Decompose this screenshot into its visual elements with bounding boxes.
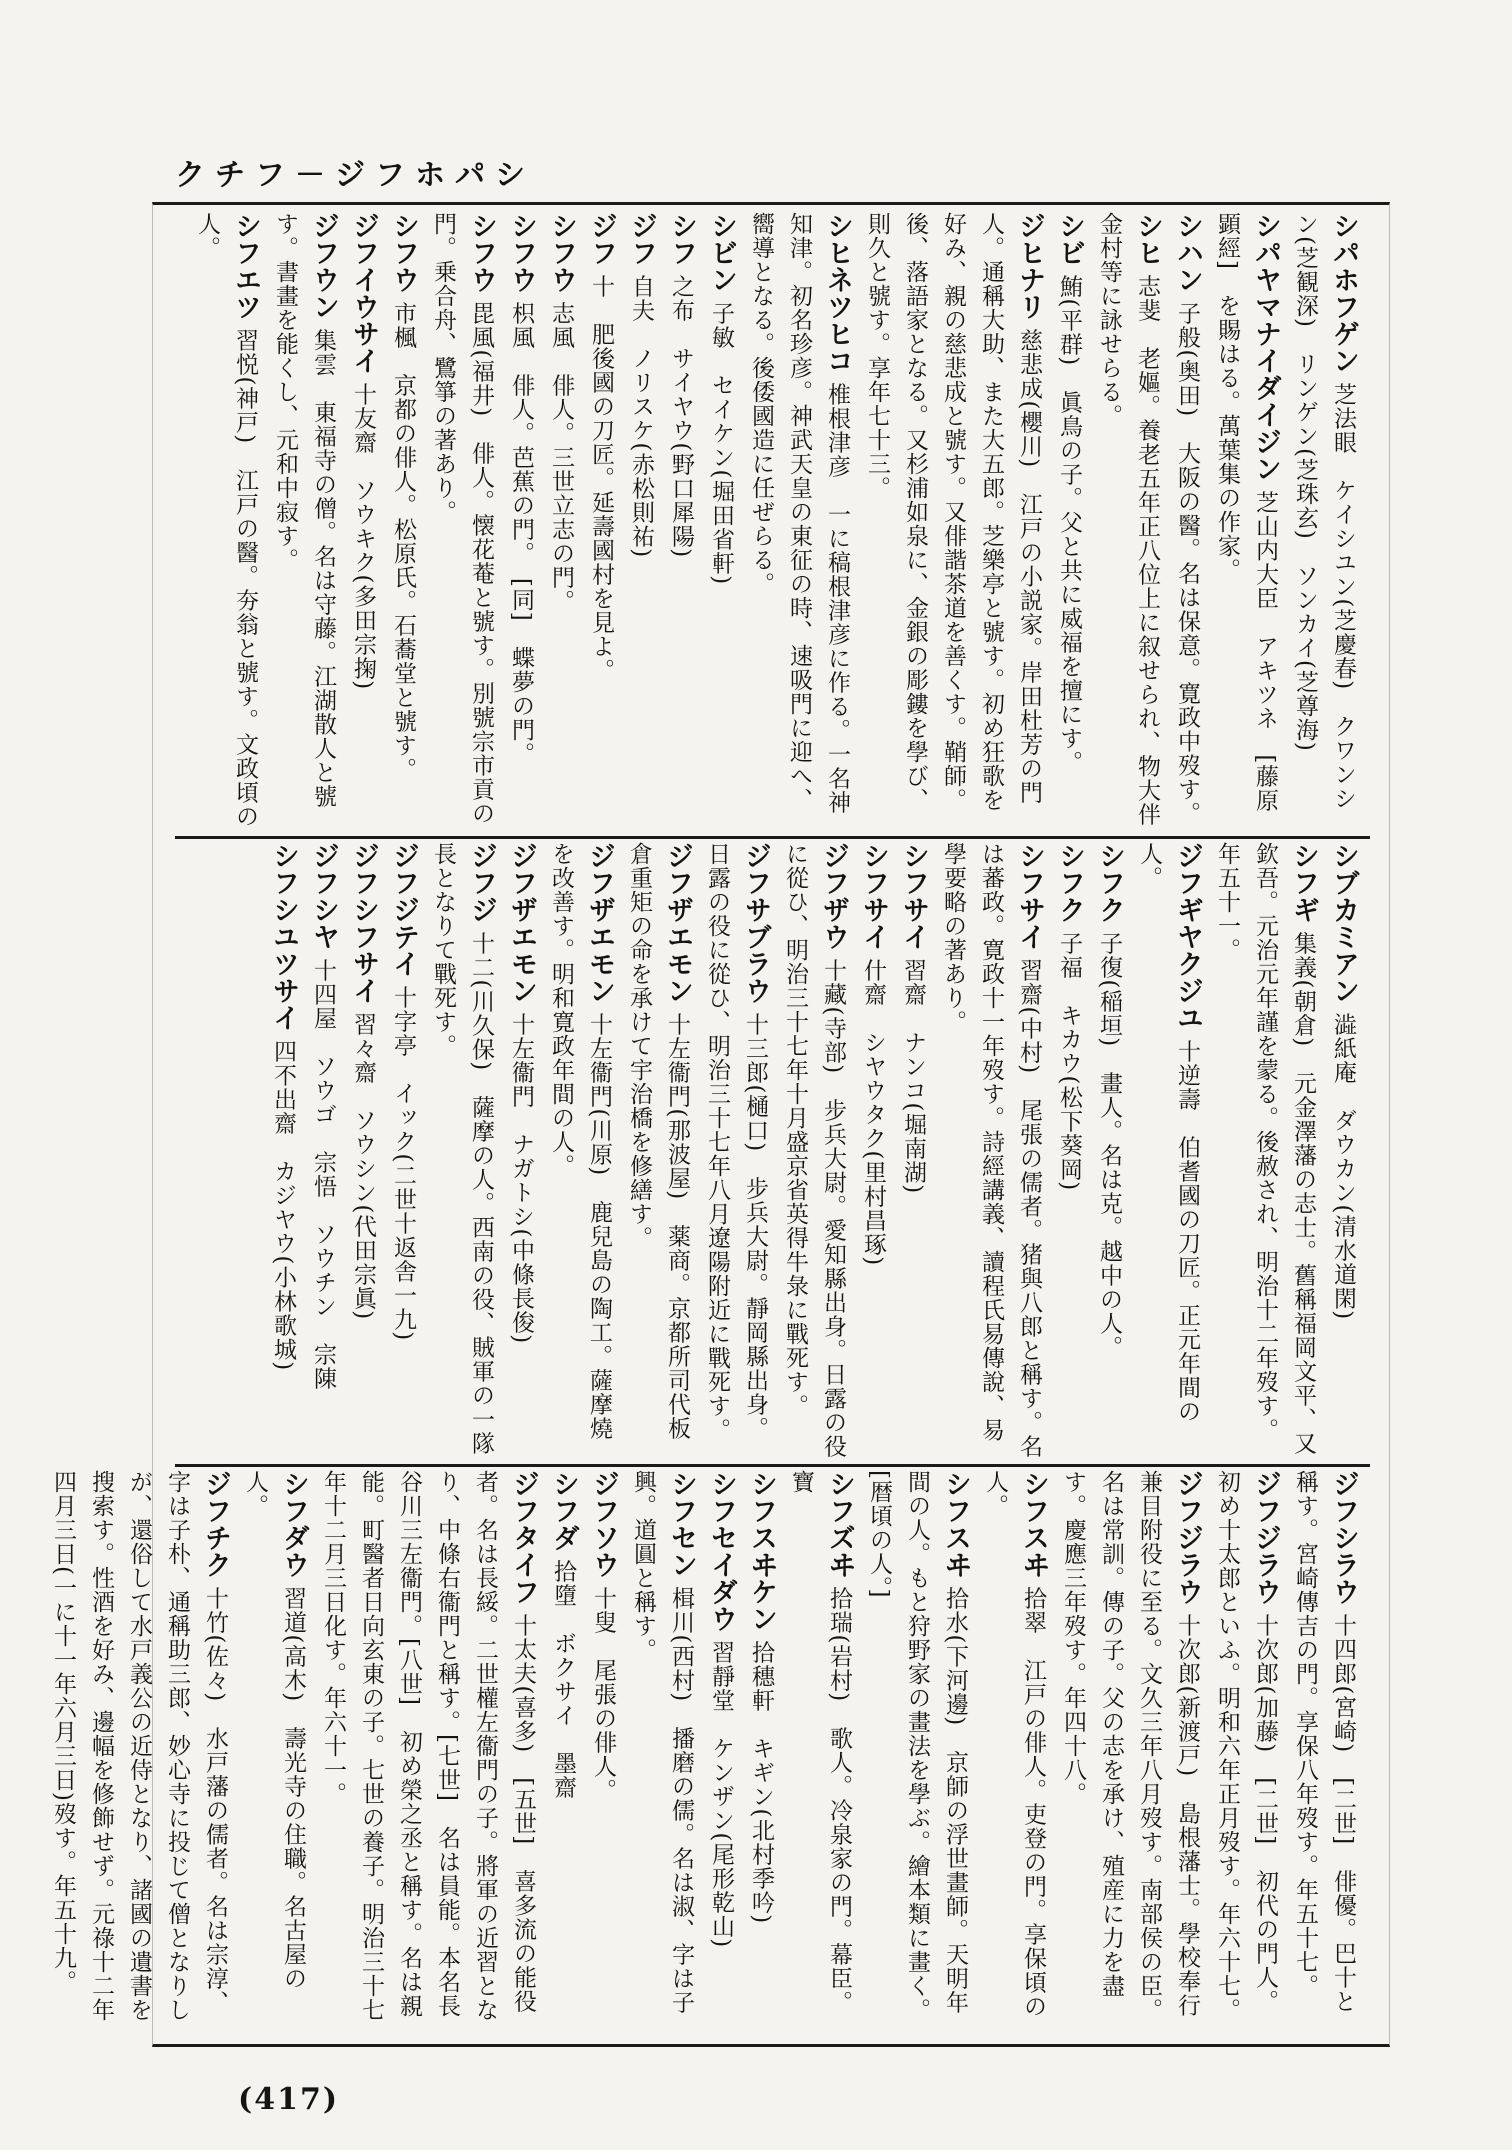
entry-text: 十三郎(樋口) 步兵大尉。靜岡縣出身。日露の役に從ひ、明治三十七年八月遼陽附近に戰死す。 [704, 842, 768, 1442]
dictionary-entry [1090, 842, 1128, 1462]
entry-text: 毘風(福井) 俳人。懐花菴と號す。別號宗市貢の門。乗合舟、鷺箏の著あり。 [430, 212, 494, 826]
entry-text: 十四屋 ソウゴ 宗悟 ソウチン 宗陳 [310, 958, 336, 1391]
entry-headword: シフウ [506, 212, 537, 293]
entry-headword: シフスヰ [1018, 1470, 1049, 1578]
section-bottom [50, 1470, 1370, 2035]
section-divider [175, 836, 1370, 839]
entry-text: 子敏 セイケン(堀田省軒) [708, 301, 734, 586]
entry-headword: ジフジテイ [388, 842, 419, 977]
dictionary-entry [860, 1470, 974, 2035]
entry-headword: シヒネツヒコ [822, 212, 853, 374]
dictionary-entry [44, 1470, 234, 2035]
entry-headword: シフスヰ [940, 1470, 971, 1578]
dictionary-entry [1168, 212, 1206, 834]
dictionary-entry [1050, 842, 1088, 1462]
entry-headword: シフク [1054, 842, 1085, 923]
section-divider [175, 1464, 1370, 1467]
entry-headword: ジフジラウ [1250, 1470, 1281, 1605]
entry-headword: シフダウ [278, 1470, 309, 1578]
entry-text: 十 肥後國の刀匠。延壽國村を見よ。 [588, 274, 614, 683]
entry-headword: ジフシラウ [1328, 1470, 1359, 1605]
dictionary-entry [742, 212, 856, 834]
entry-text: 習齋 ナンコ(堀南湖) [900, 958, 926, 1195]
entry-text: 十叟 尾張の俳人。 [590, 1586, 616, 1803]
dictionary-entry [702, 1470, 740, 2035]
entry-text: 志風 俳人。三世立志の門。 [548, 301, 574, 614]
entry-text: 鮪(平群) 眞鳥の子。父と共に威福を擅にす。 [1056, 274, 1082, 775]
dictionary-entry [1324, 842, 1362, 1462]
entry-text: 什齋 シヤウタク(里村昌琢) [860, 958, 886, 1267]
entry-text: 十太夫(喜多) [五世] 喜多流の能役者。名は長綏。二世權左衞門の子。將軍の近習となり、中條右衞門と稱す。[七世] 名は員能。本名長谷川三左衞門。[八世] 初め榮之丞と稱す。名は親能。町醫者日向玄東の子。七世の養子。明治三十七年十二月三日化す。年六十一。 [320, 1470, 536, 2022]
dictionary-entry [314, 1470, 542, 2035]
entry-headword: シフエツ [230, 212, 261, 320]
entry-text: 椎根津彦 一に稿根津彦に作る。一名神知津。初名珍彦。神武天皇の東征の時、速吸門に迎へ、嚮導となる。後倭國造に任ぜらる。 [748, 212, 850, 815]
entry-headword: シフウ [388, 212, 419, 293]
entry-headword: シフサイ [858, 842, 889, 950]
dictionary-entry [188, 212, 264, 834]
entry-text: 子般(奥田) 大阪の醫。名は保意。寛政中歿す。 [1174, 301, 1200, 826]
entry-headword: ジフ [626, 212, 657, 266]
entry-text: 習齋(中村) 尾張の儒者。猪與八郎と稱す。名は蕃政。寛政十一年歿す。詩經講義、讀程氏易傳說、易學要略の著あり。 [940, 842, 1042, 1459]
entry-text: 自夫 ノリスケ(赤松則祐) [628, 274, 654, 559]
entry-text: 芝山内大臣 アキツネ [藤原顕經] を賜はる。萬葉集の作家。 [1214, 212, 1278, 813]
dictionary-entry [266, 212, 342, 834]
entry-text: 十左衞門(川原) 鹿兒島の陶工。薩摩燒を改善す。明和寛政年間の人。 [548, 842, 612, 1441]
entry-text: 十次郎(加藤) [二世] 初代の門人。初め十太郎といふ。明和六年正月歿す。年六十七。 [1214, 1470, 1278, 2022]
entry-headword: シフウ [466, 212, 497, 293]
entry-text: 習悦(神戸) 江戸の醫。夯翁と號す。文政頃の人。 [194, 212, 258, 829]
dictionary-entry [544, 1470, 582, 2035]
entry-headword: ジヒナリ [1014, 212, 1045, 320]
dictionary-entry [854, 842, 892, 1462]
entry-headword: ジフウン [308, 212, 339, 320]
entry-headword: ジフザエモン [584, 842, 615, 1004]
entry-headword: シフサイ [1014, 842, 1045, 950]
dictionary-entry [584, 1470, 622, 2035]
entry-text: 拾水(下河邊) 京師の浮世畫師。天明年間の人。もと狩野家の畫法を學ぶ。繪本類に畫く。[暦頃の人。] [866, 1470, 968, 2022]
entry-text: 市楓 京都の俳人。松原氏。石蕎堂と號す。 [390, 301, 416, 782]
dictionary-entry [1090, 212, 1166, 834]
dictionary-entry [1054, 1470, 1206, 2035]
dictionary-entry [934, 842, 1048, 1462]
dictionary-entry [424, 842, 500, 1462]
dictionary-entry [782, 1470, 858, 2035]
entry-text: 習々齋 ソウシン(代田宗眞) [350, 1012, 376, 1321]
dictionary-entry [698, 842, 774, 1462]
entry-headword: ジフイウサイ [348, 212, 379, 374]
entry-headword: シフク [1094, 842, 1125, 923]
entry-headword: シフシユツサイ [268, 842, 299, 1031]
entry-text: 集義(朝倉) 元金澤藩の志士。舊稱福岡文平、又欽吾。元治元年謹を蒙る。後赦され、明治十二年歿す。年五十一。 [1214, 842, 1316, 1456]
entry-text: 集雲 東福寺の僧。名は守藤。江湖散人と號す。書畫を能くし、元和中寂す。 [272, 212, 336, 809]
entry-text: 十友齋 ソウキク(多田宗掬) [350, 382, 376, 691]
entry-headword: シフズヰ [824, 1470, 855, 1578]
entry-text: 十二(川久保) 薩摩の人。西南の役、賊軍の一隊長となりて戰死す。 [430, 842, 494, 1456]
page-number: (417) [238, 2082, 340, 2117]
dictionary-entry [424, 212, 500, 834]
dictionary-entry [742, 1470, 780, 2035]
entry-headword: ジフジ [466, 842, 497, 923]
entry-headword: シフサイ [898, 842, 929, 950]
dictionary-entry [622, 212, 660, 834]
entry-headword: ジフギヤクジユ [1172, 842, 1203, 1031]
dictionary-entry [976, 1470, 1052, 2035]
dictionary-entry [384, 212, 422, 834]
entry-text: 子福 キカウ(松下葵岡) [1056, 931, 1082, 1192]
entry-text: 四不出齋 カジヤウ(小林歌城) [270, 1039, 296, 1372]
entry-headword: ジフチク [200, 1470, 231, 1578]
dictionary-entry [542, 212, 580, 834]
entry-text: 拾墮 ボクサイ 墨齋 [550, 1559, 576, 1800]
entry-text: 十逆壽 伯耆國の刀匠。正元年間の人。 [1136, 842, 1200, 1424]
dictionary-entry [542, 842, 618, 1462]
dictionary-entry [344, 842, 382, 1462]
entry-headword: シブカミアン [1328, 842, 1359, 1004]
dictionary-entry [502, 842, 540, 1462]
section-middle [175, 842, 1370, 1462]
entry-text: 十左衞門 ナガトシ(中條長俊) [508, 1012, 534, 1345]
dictionary-entry [236, 1470, 312, 2035]
dictionary-entry [384, 842, 422, 1462]
entry-text: 楫川(西村) 播磨の儒。名は淑、字は子興。道圓と稱す。 [630, 1470, 694, 2015]
entry-headword: シフセン [666, 1470, 697, 1578]
dictionary-entry [1130, 842, 1206, 1462]
dictionary-entry [502, 212, 540, 834]
dictionary-entry [1286, 1470, 1362, 2035]
entry-text: 之布 サイヤウ(野口犀陽) [668, 274, 694, 559]
entry-headword: シビ [1054, 212, 1085, 266]
entry-headword: シフダ [548, 1470, 579, 1551]
entry-headword: シフ [666, 212, 697, 266]
entry-text: 習靜堂 ケンザン(尾形乾山) [708, 1640, 734, 1949]
entry-text: 十左衞門(那波屋) 薬商。京都所司代板倉重矩の命を承けて宇治橋を修繕す。 [626, 842, 690, 1441]
dictionary-entry [1208, 212, 1284, 834]
dictionary-entry [624, 1470, 700, 2035]
dictionary-entry [1286, 212, 1362, 834]
entry-headword: ジフザエモン [506, 842, 537, 1004]
dictionary-entry [344, 212, 382, 834]
entry-text: 澁紙庵 ダウカン(清水道閑) [1330, 1012, 1356, 1321]
entry-headword: ジフソウ [588, 1470, 619, 1578]
dictionary-entry [894, 842, 932, 1462]
entry-text: 十字亭 イック(二世十返舎一九) [390, 985, 416, 1342]
entry-headword: シフギ [1288, 842, 1319, 923]
dictionary-entry [662, 212, 700, 834]
dictionary-entry [620, 842, 696, 1462]
entry-headword: ジフザウ [818, 842, 849, 950]
dictionary-entry [582, 212, 620, 834]
entry-headword: ジフタイフ [508, 1470, 539, 1605]
entry-text: 十次郎(新渡戸) 島根藩士。學校奉行兼目附役に至る。文久三年八月歿す。南部侯の臣。名は常訓。傳の子。父の志を承け、殖産に力を盡す。慶應三年歿す。年四十八。 [1060, 1470, 1200, 2022]
dictionary-entry [1050, 212, 1088, 834]
entry-headword: シフスヰケン [746, 1470, 777, 1632]
entry-text: 芝法眼 ケイシユン(芝慶春) クワンシン(芝観深) リンゲン(芝珠玄) ソンカイ(芝尊海) [1292, 212, 1356, 811]
entry-headword: ジフザエモン [662, 842, 693, 1004]
entry-headword: シビン [706, 212, 737, 293]
entry-headword: シフウ [546, 212, 577, 293]
entry-text: 拾翠 江戸の俳人。吏登の門。享保頃の人。 [982, 1470, 1046, 2019]
entry-text: 拾穗軒 キギン(北村季吟) [748, 1640, 774, 1925]
entry-headword: シパヤマナイダイジン [1250, 212, 1281, 482]
entry-headword: シハン [1172, 212, 1203, 293]
dictionary-entry [1208, 842, 1322, 1462]
entry-text: 子復(稲垣) 畫人。名は克。越中の人。 [1096, 931, 1122, 1360]
entry-text: 十四郎(宮崎) [二世] 俳優。巴十と稱す。宮崎傳吉の門。享保八年歿す。年五十七。 [1292, 1470, 1356, 2014]
entry-headword: シフセイダウ [706, 1470, 737, 1632]
entry-text: 十藏(寺部) 步兵大尉。愛知縣出身。日露の役に從ひ、明治三十七年十月盛京省英得牛彔に戰死す。 [782, 842, 846, 1459]
entry-text: 志斐 老嫗。養老五年正八位上に叙せられ、物大伴金村等に詠せらる。 [1096, 212, 1160, 827]
dictionary-entry [1208, 1470, 1284, 2035]
section-top [175, 212, 1370, 834]
entry-text: 十竹(佐々) 水戸藩の儒者。名は宗淳、字は子朴、通稱助三郎、妙心寺に投じて僧となりしが、還俗して水戸義公の近侍となり、諸國の遺書を搜索す。性酒を好み、邊幅を修飾せず。元祿十二年四月三日(一に十一年六月三日)歿す。年五十九。 [50, 1470, 228, 2022]
dictionary-entry [858, 212, 1048, 834]
entry-text: 慈悲成(櫻川) 江戸の小説家。岸田杜芳の門人。通稱大助、また大五郎。芝樂亭と號す。初め狂歌を好み、親の慈悲成と號す。又俳諧茶道を善くす。鞘師。後、落語家となる。又杉浦如泉に、金銀の彫鏤を學び、則久と號す。享年七十三。 [864, 212, 1042, 812]
entry-text: 拾瑞(岩村) 歌人。冷泉家の門。幕臣。寶 [788, 1470, 852, 2015]
entry-text: 習道(高木) 壽光寺の住職。名古屋の人。 [242, 1470, 306, 1991]
dictionary-entry [776, 842, 852, 1462]
entry-headword: シヒ [1132, 212, 1163, 266]
dictionary-entry [264, 842, 302, 1462]
entry-headword: ジフジラウ [1172, 1470, 1203, 1605]
entry-text: 枳風 俳人。芭蕉の門。 [同] 蝶夢の門。 [508, 301, 534, 766]
running-head: クチフ－ジフホパシ [175, 158, 535, 193]
entry-headword: ジフシフサイ [348, 842, 379, 1004]
dictionary-entry [702, 212, 740, 834]
entry-headword: ジフシヤ [308, 842, 339, 950]
entry-headword: ジフサブラウ [740, 842, 771, 1004]
dictionary-entry [304, 842, 342, 1462]
entry-headword: シパホフゲン [1328, 212, 1359, 374]
entry-headword: ジフ [586, 212, 617, 266]
